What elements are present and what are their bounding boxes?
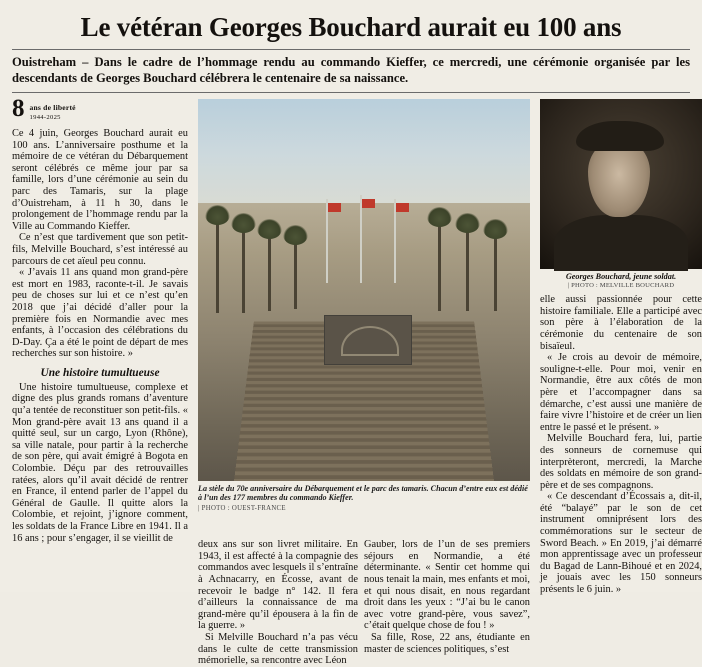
divider-second xyxy=(12,92,690,93)
standfirst xyxy=(12,55,690,86)
paragraph: « Je crois au devoir de mémoire, souligne-t-elle. Pour moi, venir en Normandie, être aux côtés de mon père et l’accompagner dans sa démarche, c’est aussi une manière de faire vivre l’histoire et de créer un lien entre le passé et le présent. » xyxy=(540,352,702,433)
paragraph: Melville Bouchard fera, lui, partie des sonneurs de cornemuse qui interprèteront, mercredi, la Marche des soldats en mémoire de son grand-père et de ses compagnons. xyxy=(540,433,702,491)
paragraph: Une histoire tumultueuse, complexe et digne des plus grands romans d’aventure qu’a tentée de reconstituer son petit-fils. « Mon grand-père avait 13 ans quand il a quitté seul, sur un cargo, Lyon (Rhône), sa ville natale, pour partir à la recherche de son père, qui avait émigré à Bogota en Colombie. Déçu par des retrouvailles ratées, alors qu’il avait décidé de rentrer en France, il entend parler de l’appel du Général de Gaulle. Il quitte alors la Colombie, et rejoint, j’ignore comment, les soldats de la France Libre en 1941. Il a 16 ans ; pour s’engager, il se vieillit de xyxy=(12,381,189,544)
column-3 xyxy=(364,539,530,655)
article-columns xyxy=(12,95,702,667)
flag-icon xyxy=(394,199,396,283)
tamaris-tree-icon xyxy=(466,225,469,311)
photo-memorial-park xyxy=(198,99,530,481)
flag-icon xyxy=(326,199,328,283)
page-title: Le vétéran Georges Bouchard aurait eu 100 ans xyxy=(80,12,622,42)
column-2 xyxy=(198,539,358,667)
tamaris-tree-icon xyxy=(242,225,245,313)
tamaris-tree-icon xyxy=(294,237,297,309)
paragraph: « J’avais 11 ans quand mon grand-père est mort en 1983, raconte-t-il. Je savais peu de choses sur lui et ce n’est qu’en 2018 que j’ai décidé d’aller pour la première fois en Normandie avec mes enfants, à l’occasion des célébrations du D-Day. Ça a été le point de départ de mes recherches sur son histoire. » xyxy=(12,267,188,360)
paragraph: Ce n’est que tardivement que son petit-fils, Melville Bouchard, s’est intéressé au parcours de cet aïeul peu connu. xyxy=(12,232,188,267)
flag-icon xyxy=(360,195,362,283)
paragraph: Si Melville Bouchard n’a pas vécu dans le culte de cette transmission mémorielle, sa rencontre avec Léon xyxy=(198,631,358,667)
main-photo-block xyxy=(198,99,530,512)
military-cap-icon xyxy=(576,121,664,151)
anniversary-logo xyxy=(12,95,188,123)
paragraph: Ce 4 juin, Georges Bouchard aurait eu 100 ans. L’anniversaire posthume et la mémoire de ce vétéran du Débarquement seront célébrés ce même jour par sa famille, lors d’une cérémonie au sein du parc des Tamaris, sur la plage d’Ouistreham, à 11 h 30, dans le prolongement de l’hommage rendu par la Ville au Commando Kieffer. xyxy=(12,128,188,232)
paragraph: « Ce descendant d’Écossais a, dit-il, été “balayé” par le son de cet instrument omniprésent lors des commémorations sur le secteur de Sword Beach. » En 2019, j’ai démarré mon apprentissage avec un professeur du Bagad de Lann-Bihoué et en 2024, je jouais avec les 150 sonneurs présents le 6 juin. » xyxy=(540,491,702,596)
tamaris-tree-icon xyxy=(494,231,497,311)
paragraph: elle aussi passionnée pour cette histoire familiale. Elle a participé avec son père à l’élaboration de la cérémonie du centenaire de son bisaïeul. xyxy=(540,294,702,352)
photo-credit: | PHOTO : OUEST-FRANCE xyxy=(198,504,286,512)
column-4 xyxy=(540,99,702,595)
portrait-caption: Georges Bouchard, jeune soldat. xyxy=(565,272,677,282)
logo-mark: 8 xyxy=(12,95,25,123)
logo-line-2: 1944-2025 xyxy=(29,113,61,121)
tamaris-tree-icon xyxy=(438,219,441,311)
logo-text xyxy=(30,99,76,122)
photo-georges-bouchard xyxy=(540,99,702,269)
logo-line-1: ans de liberté xyxy=(29,103,76,113)
section-subhead: Une histoire tumultueuse xyxy=(40,366,160,379)
tamaris-tree-icon xyxy=(216,217,219,313)
portrait-photo-block xyxy=(540,99,702,289)
uniform-shoulders xyxy=(554,215,688,271)
photo-caption: La stèle du 70e anniversaire du Débarquement et le parc des tamaris. Chacun d’entre eux est dédié à l’un des 177 membres du commando Kieffer. xyxy=(198,484,528,503)
column-1 xyxy=(12,95,189,544)
paragraph: Gauber, lors de l’un de ses premiers séjours en Normandie, a été déterminante. « Sentir cet homme qui nous tenait la main, mes enfants et moi, et qui nous disait, en nous regardant droit dans les yeux : “J’ai bu le canon avec votre grand-père, vous savez”, c’était quelque chose de fou ! » xyxy=(364,539,530,632)
dateline-location: Ouistreham xyxy=(12,55,77,69)
paragraph: Sa fille, Rose, 22 ans, étudiante en master de sciences politiques, s’est xyxy=(364,631,530,655)
memorial-stele xyxy=(324,315,412,365)
tamaris-tree-icon xyxy=(268,231,271,311)
divider-top xyxy=(12,49,690,50)
standfirst-text: – Dans le cadre de l’hommage rendu au commando Kieffer, ce mercredi, une cérémonie organisée par les descendants de Georges Bouchard célébrera le centenaire de sa naissance. xyxy=(12,55,690,85)
paragraph: deux ans sur son livret militaire. En 1943, il est affecté à la compagnie des commandos avec lesquels il s’entraîne à Achnacarry, en Écosse, avant de recevoir le badge n° 142. Il fera d’ailleurs la connaissance de ma grand-mère qu’il épousera à la fin de la guerre. » xyxy=(198,539,358,632)
sky-region xyxy=(198,99,530,203)
portrait-credit: | PHOTO : MELVILLE BOUCHARD xyxy=(567,282,675,290)
